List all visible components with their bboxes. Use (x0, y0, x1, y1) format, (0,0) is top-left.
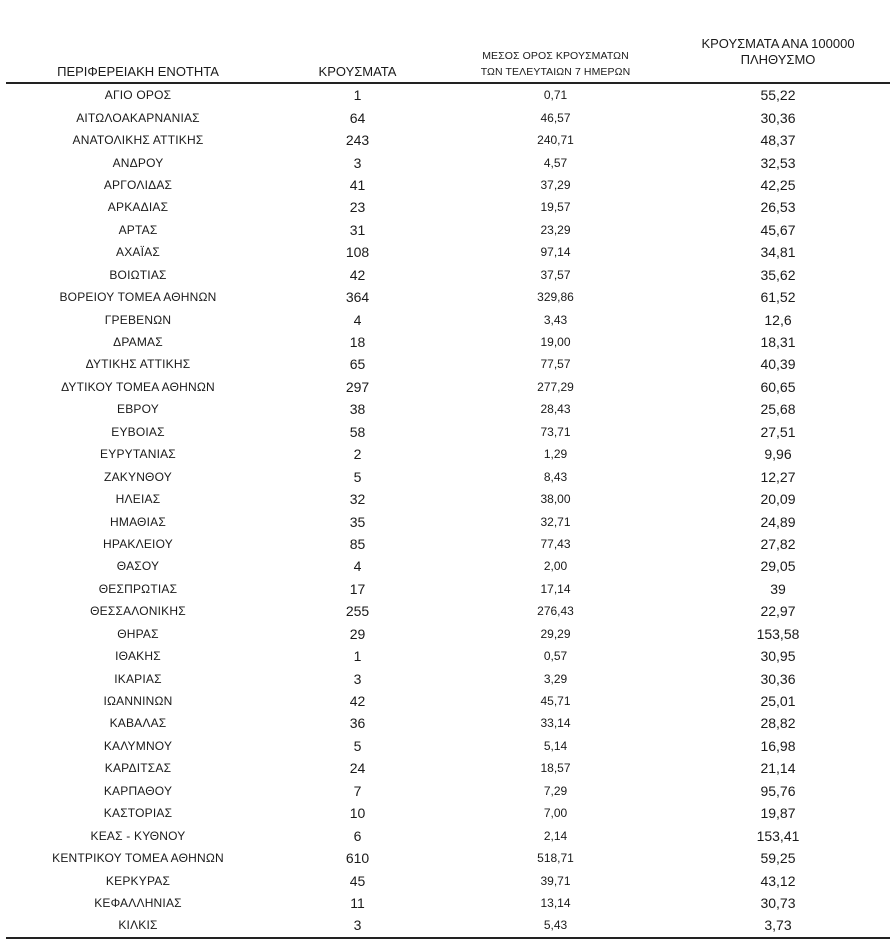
avg7-cell: 37,57 (540, 267, 571, 282)
region-cell: ΘΑΣΟΥ (116, 559, 160, 574)
table-row (6, 241, 890, 263)
per100k-cell: 29,05 (760, 558, 796, 575)
avg7-cell: 23,29 (540, 222, 571, 237)
table-row (6, 488, 890, 510)
region-cell: ΒΟΡΕΙΟΥ ΤΟΜΕΑ ΑΘΗΝΩΝ (59, 290, 217, 305)
table-row (6, 398, 890, 420)
cases-cell: 45 (349, 872, 366, 889)
region-cell: ΗΛΕΙΑΣ (115, 492, 161, 507)
cases-cell: 6 (353, 827, 362, 844)
header-region: ΠΕΡΙΦΕΡΕΙΑΚΗ ΕΝΟΤΗΤΑ (6, 36, 270, 83)
cases-cell: 36 (349, 715, 366, 732)
avg7-cell: 39,71 (540, 873, 571, 888)
per100k-cell: 48,37 (760, 132, 796, 149)
region-cell: ΙΘΑΚΗΣ (115, 649, 161, 664)
cases-cell: 3 (270, 914, 445, 937)
avg7-cell: 276,43 (537, 604, 574, 619)
avg7-cell: 240,71 (537, 133, 574, 148)
cases-cell: 42 (349, 693, 366, 710)
region-cell: ΘΗΡΑΣ (117, 626, 159, 641)
per100k-cell: 35,62 (760, 266, 796, 283)
region-cell: ΚΕΝΤΡΙΚΟΥ ΤΟΜΕΑ ΑΘΗΝΩΝ (52, 851, 224, 866)
cases-cell: 2 (353, 446, 362, 463)
avg7-cell: 73,71 (540, 424, 571, 439)
avg7-cell: 3,43 (543, 312, 568, 327)
cases-cell: 32 (349, 491, 366, 508)
table-row (6, 219, 890, 241)
cases-cell: 5 (353, 468, 362, 485)
region-cell: ΚΑΣΤΟΡΙΑΣ (103, 806, 173, 821)
per100k-cell: 30,36 (760, 670, 796, 687)
avg7-cell: 18,57 (540, 761, 571, 776)
table-row (6, 83, 890, 106)
cases-cell: 11 (350, 894, 365, 911)
per100k-cell: 3,73 (666, 914, 890, 937)
avg7-cell: 45,71 (540, 694, 571, 709)
region-cell: ΑΓΙΟ ΟΡΟΣ (104, 88, 172, 103)
cases-cell: 3 (353, 670, 362, 687)
per100k-cell: 28,82 (760, 715, 796, 732)
cases-cell: 64 (349, 109, 366, 126)
per100k-cell: 26,53 (760, 199, 796, 216)
table-row (6, 555, 890, 577)
table-row (6, 308, 890, 330)
region-cell: ΖΑΚΥΝΘΟΥ (104, 469, 172, 484)
cases-cell: 3 (353, 154, 362, 171)
table-row (6, 847, 890, 869)
per100k-cell: 16,98 (760, 737, 796, 754)
cases-cell: 1 (353, 87, 362, 104)
region-cell: ΘΕΣΣΑΛΟΝΙΚΗΣ (90, 604, 186, 619)
per100k-cell: 27,51 (760, 423, 796, 440)
per100k-cell: 12,27 (760, 468, 796, 485)
table-row (6, 802, 890, 824)
region-cell: ΚΑΡΠΑΘΟΥ (103, 783, 173, 798)
per100k-cell: 55,22 (760, 87, 796, 104)
table-header (6, 36, 890, 83)
per100k-cell: 25,01 (760, 693, 796, 710)
table-row (6, 376, 890, 398)
per100k-cell: 30,95 (760, 648, 796, 665)
per100k-cell: 59,25 (760, 850, 796, 867)
cases-cell: 243 (345, 132, 370, 149)
avg7-cell: 3,29 (543, 671, 568, 686)
region-cell: ΑΙΤΩΛΟΑΚΑΡΝΑΝΙΑΣ (76, 110, 200, 125)
region-cell: ΚΙΛΚΙΣ (6, 914, 270, 937)
per100k-cell: 42,25 (760, 176, 796, 193)
cases-cell: 610 (345, 850, 370, 867)
table-row (6, 196, 890, 218)
per100k-cell: 21,14 (760, 760, 796, 777)
header-avg7-line1: ΜΕΣΟΣ ΟΡΟΣ ΚΡΟΥΣΜΑΤΩΝ (482, 50, 629, 62)
per100k-cell: 12,6 (764, 311, 792, 328)
per100k-cell: 153,58 (756, 625, 800, 642)
table-row (6, 735, 890, 757)
region-cell: ΑΡΓΟΛΙΔΑΣ (103, 177, 173, 192)
avg7-cell: 97,14 (540, 245, 571, 260)
per100k-cell: 25,68 (760, 401, 796, 418)
region-cell: ΙΩΑΝΝΙΝΩΝ (103, 694, 173, 709)
header-per100k (666, 36, 890, 83)
cases-cell: 29 (349, 625, 366, 642)
cases-cell: 364 (345, 289, 370, 306)
per100k-cell: 43,12 (760, 872, 796, 889)
avg7-cell: 4,57 (543, 155, 568, 170)
avg7-cell: 518,71 (537, 851, 574, 866)
region-cell: ΚΕΦΑΛΛΗΝΙΑΣ (94, 895, 182, 910)
cases-cell: 5 (353, 737, 362, 754)
avg7-cell: 8,43 (543, 469, 568, 484)
avg7-cell: 38,00 (540, 492, 571, 507)
cases-cell: 4 (353, 311, 362, 328)
per100k-cell: 60,65 (760, 378, 796, 395)
table-row (6, 331, 890, 353)
table-row (6, 510, 890, 532)
avg7-cell: 277,29 (537, 379, 574, 394)
avg7-cell: 0,57 (543, 649, 568, 664)
avg7-cell: 13,14 (540, 895, 571, 910)
table-row (6, 264, 890, 286)
avg7-cell: 46,57 (540, 110, 571, 125)
table-row (6, 443, 890, 465)
cases-cell: 65 (349, 356, 366, 373)
region-cell: ΚΕΡΚΥΡΑΣ (105, 873, 171, 888)
cases-cell: 17 (349, 580, 366, 597)
cases-cell: 38 (349, 401, 366, 418)
avg7-cell: 32,71 (540, 514, 571, 529)
cases-table (6, 36, 890, 939)
region-cell: ΙΚΑΡΙΑΣ (114, 671, 162, 686)
cases-cell: 18 (349, 334, 366, 351)
cases-cell: 35 (349, 513, 366, 530)
per100k-cell: 95,76 (760, 782, 796, 799)
cases-cell: 255 (345, 603, 370, 620)
table-row (6, 869, 890, 891)
per100k-cell: 18,31 (760, 334, 796, 351)
avg7-cell: 37,29 (540, 177, 571, 192)
region-cell: ΚΕΑΣ - ΚΥΘΝΟΥ (90, 828, 186, 843)
region-cell: ΒΟΙΩΤΙΑΣ (109, 267, 167, 282)
region-cell: ΗΡΑΚΛΕΙΟΥ (103, 536, 173, 551)
table-row (6, 690, 890, 712)
table-row (6, 578, 890, 600)
table-row (6, 106, 890, 128)
cases-cell: 85 (349, 535, 366, 552)
cases-cell: 10 (349, 805, 366, 822)
avg7-cell: 28,43 (540, 402, 571, 417)
region-cell: ΑΡΤΑΣ (118, 222, 158, 237)
avg7-cell: 5,43 (445, 914, 666, 937)
per100k-cell: 40,39 (760, 356, 796, 373)
avg7-cell: 77,57 (540, 357, 571, 372)
table-row (6, 129, 890, 151)
cases-cell: 41 (349, 176, 366, 193)
region-cell: ΗΜΑΘΙΑΣ (110, 514, 166, 529)
per100k-cell: 39 (770, 580, 786, 597)
header-row (6, 36, 890, 83)
table-row (6, 914, 890, 937)
cases-cell: 24 (349, 760, 366, 777)
avg7-cell: 2,14 (543, 828, 568, 843)
per100k-cell: 27,82 (760, 535, 796, 552)
cases-cell: 108 (345, 244, 370, 261)
table-row (6, 757, 890, 779)
table-row (6, 780, 890, 802)
avg7-cell: 19,57 (540, 200, 571, 215)
region-cell: ΚΑΛΥΜΝΟΥ (103, 738, 173, 753)
avg7-cell: 0,71 (543, 88, 568, 103)
per100k-cell: 45,67 (760, 221, 796, 238)
per100k-cell: 9,96 (764, 446, 792, 463)
table-row (6, 892, 890, 914)
avg7-cell: 1,29 (543, 447, 568, 462)
table-row (6, 533, 890, 555)
region-cell: ΕΒΡΟΥ (117, 402, 159, 417)
cases-cell: 31 (349, 221, 366, 238)
cases-cell: 1 (353, 648, 362, 665)
avg7-cell: 77,43 (540, 536, 571, 551)
avg7-cell: 33,14 (540, 716, 571, 731)
table-row (6, 824, 890, 846)
cases-cell: 58 (349, 423, 366, 440)
per100k-cell: 30,36 (760, 109, 796, 126)
region-cell: ΑΝΑΤΟΛΙΚΗΣ ΑΤΤΙΚΗΣ (72, 133, 204, 148)
per100k-cell: 32,53 (760, 154, 796, 171)
avg7-cell: 5,14 (543, 738, 568, 753)
per100k-cell: 34,81 (760, 244, 796, 261)
cases-cell: 23 (349, 199, 366, 216)
region-cell: ΔΥΤΙΚΟΥ ΤΟΜΕΑ ΑΘΗΝΩΝ (61, 379, 215, 394)
region-cell: ΓΡΕΒΕΝΩΝ (104, 312, 172, 327)
cases-cell: 297 (345, 378, 370, 395)
region-cell: ΑΡΚΑΔΙΑΣ (107, 200, 169, 215)
per100k-cell: 22,97 (760, 603, 796, 620)
avg7-cell: 7,29 (543, 783, 568, 798)
per100k-cell: 20,09 (760, 491, 796, 508)
table-row (6, 353, 890, 375)
region-cell: ΔΡΑΜΑΣ (113, 335, 163, 350)
per100k-cell: 24,89 (760, 513, 796, 530)
avg7-cell: 17,14 (540, 581, 571, 596)
table-row (6, 465, 890, 487)
region-cell: ΔΥΤΙΚΗΣ ΑΤΤΙΚΗΣ (85, 357, 191, 372)
table-row (6, 286, 890, 308)
table-row (6, 623, 890, 645)
avg7-cell: 29,29 (540, 626, 571, 641)
cases-cell: 7 (353, 782, 362, 799)
per100k-cell: 153,41 (756, 827, 800, 844)
table-row (6, 174, 890, 196)
table-row (6, 645, 890, 667)
table-row (6, 600, 890, 622)
header-cases: ΚΡΟΥΣΜΑΤΑ (270, 36, 445, 83)
region-cell: ΑΝΔΡΟΥ (112, 155, 164, 170)
cases-cell: 42 (349, 266, 366, 283)
avg7-cell: 2,00 (543, 559, 568, 574)
header-avg7 (445, 36, 666, 83)
header-per100k-line1: ΚΡΟΥΣΜΑΤΑ ΑΝΑ 100000 (701, 36, 855, 51)
header-avg7-line2: ΤΩΝ ΤΕΛΕΥΤΑΙΩΝ 7 ΗΜΕΡΩΝ (480, 66, 631, 78)
per100k-cell: 19,87 (760, 805, 796, 822)
region-cell: ΚΑΒΑΛΑΣ (109, 716, 167, 731)
avg7-cell: 19,00 (540, 335, 571, 350)
table-row (6, 421, 890, 443)
region-cell: ΕΥΡΥΤΑΝΙΑΣ (100, 447, 176, 462)
region-cell: ΕΥΒΟΙΑΣ (111, 424, 165, 439)
region-cell: ΘΕΣΠΡΩΤΙΑΣ (98, 581, 178, 596)
per100k-cell: 61,52 (760, 289, 796, 306)
region-cell: ΚΑΡΔΙΤΣΑΣ (104, 761, 172, 776)
cases-cell: 4 (353, 558, 362, 575)
region-cell: ΑΧΑΪΑΣ (116, 245, 160, 260)
table-row (6, 667, 890, 689)
avg7-cell: 7,00 (543, 806, 568, 821)
avg7-cell: 329,86 (537, 290, 574, 305)
table-row (6, 151, 890, 173)
table-body (6, 83, 890, 938)
per100k-cell: 30,73 (760, 894, 796, 911)
header-per100k-line2: ΠΛΗΘΥΣΜΟ (740, 52, 816, 67)
table-row (6, 712, 890, 734)
